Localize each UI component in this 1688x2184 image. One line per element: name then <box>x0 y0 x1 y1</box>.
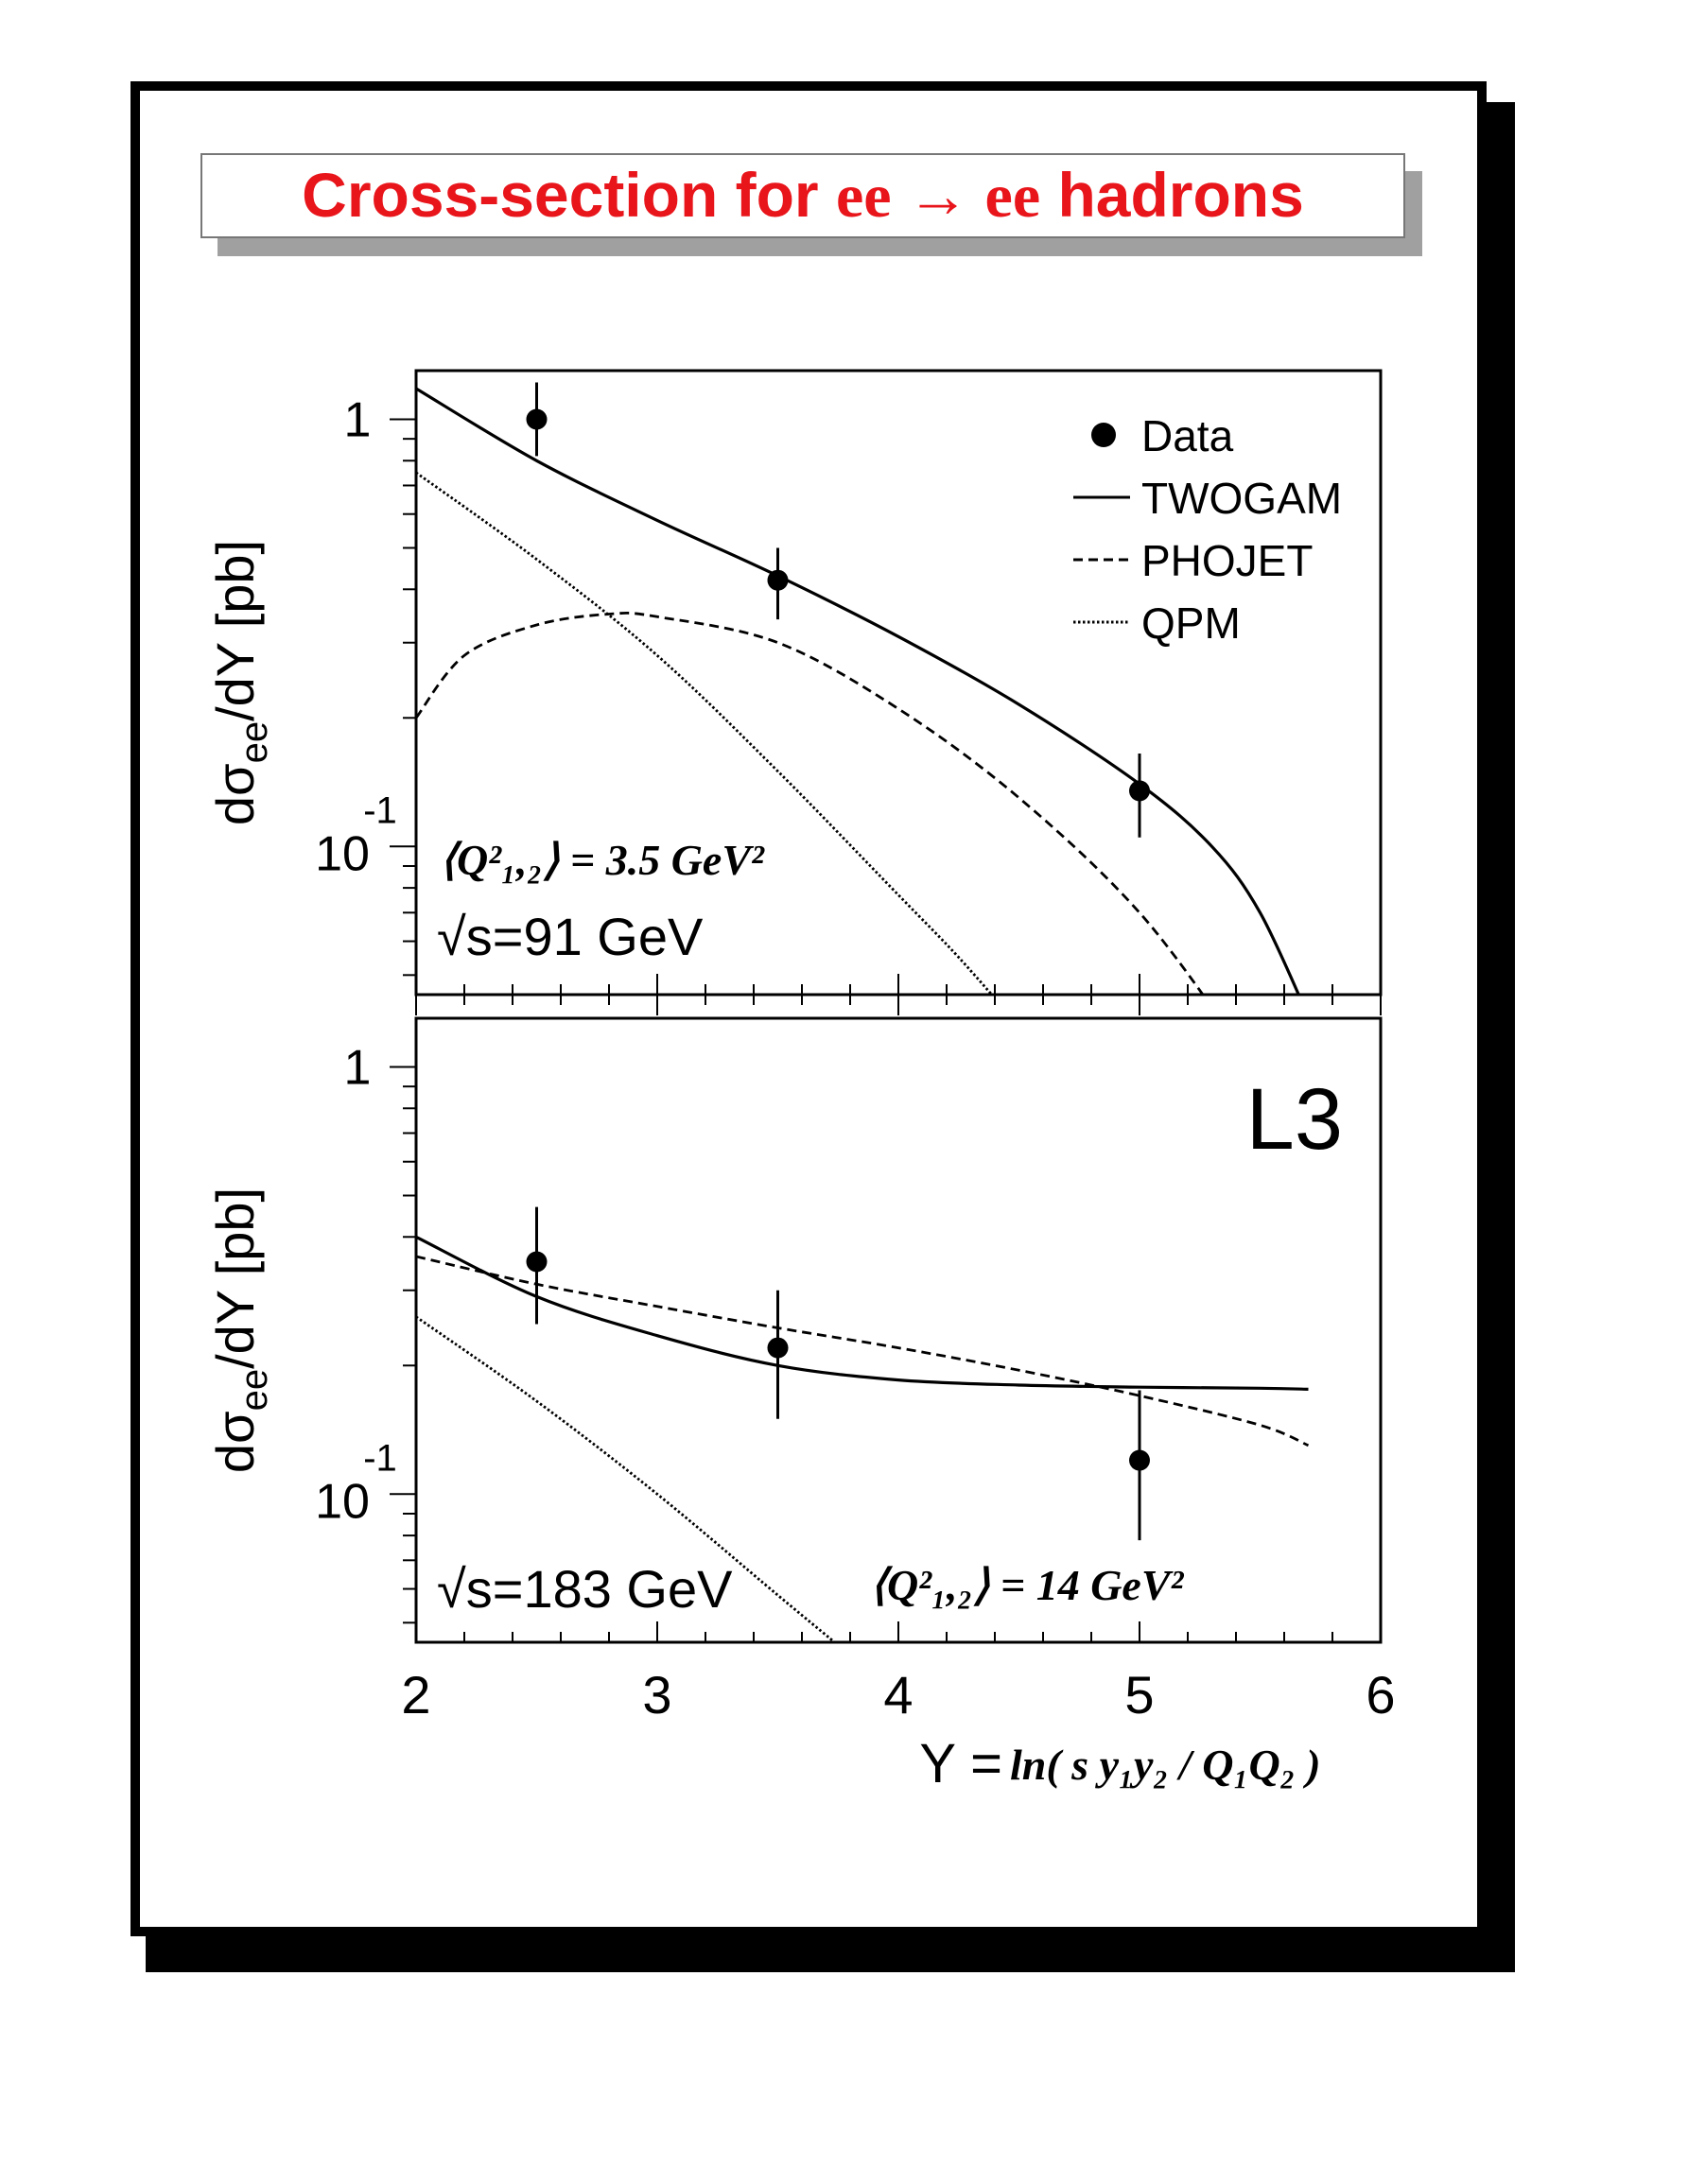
plot-frame <box>416 371 1381 995</box>
x-tick-label: 5 <box>1124 1665 1155 1725</box>
y-axis-label-subscript: ee <box>234 1368 275 1412</box>
legend-label-phojet: PHOJET <box>1141 536 1314 585</box>
data-points <box>527 382 1151 837</box>
legend-label-qpm: QPM <box>1141 598 1241 648</box>
panel-top <box>205 371 1381 1041</box>
x-tick-label: 2 <box>401 1665 431 1725</box>
legend-label-data: Data <box>1141 411 1234 460</box>
title-prefix: Cross-section for <box>302 160 836 230</box>
annotation-q2: ⟨Q²₁,₂⟩ = 3.5 GeV² <box>440 836 764 884</box>
series-twogam-line <box>416 1237 1309 1389</box>
data-point <box>527 1251 548 1272</box>
series-phojet-line <box>416 613 1236 1041</box>
experiment-label: L3 <box>1245 1071 1343 1168</box>
y-axis-label-rest: /dY [pb] <box>205 1187 265 1369</box>
panel-bottom <box>205 1018 1396 1794</box>
y-axis-label <box>205 540 275 825</box>
plot-frame <box>416 1018 1381 1642</box>
legend-label-twogam: TWOGAM <box>1141 474 1343 523</box>
data-point <box>1129 780 1150 801</box>
y-axis-ticks <box>390 419 416 975</box>
x-tick-label: 4 <box>883 1665 914 1725</box>
data-point <box>768 570 789 591</box>
x-tick-label: 3 <box>642 1665 672 1725</box>
y-axis-label-main: dσ <box>205 1411 265 1474</box>
x-axis-ticks <box>416 974 1381 1015</box>
x-axis-ticks <box>416 1621 1381 1642</box>
x-axis-label-prefix: Y = <box>919 1733 1002 1794</box>
y-axis-ticks <box>390 1066 416 1622</box>
y-tick-label: 1 <box>343 1040 372 1096</box>
legend-marker-data <box>1091 423 1116 447</box>
title-suffix: hadrons <box>1040 160 1304 230</box>
data-point <box>768 1338 789 1359</box>
data-point <box>1129 1450 1150 1471</box>
y-axis-label <box>205 1187 275 1473</box>
y-tick-label-exponent: -1 <box>363 789 397 832</box>
annotation-q2: ⟨Q²₁,₂⟩ = 14 GeV² <box>870 1561 1184 1609</box>
y-tick-label-exponent: -1 <box>363 1437 397 1480</box>
y-tick-label: 1 <box>343 392 372 448</box>
y-axis-label-subscript: ee <box>234 720 275 764</box>
x-axis-label-formula: ln( s y₁y₂ / Q₁Q₂ ) <box>1010 1741 1321 1789</box>
data-point <box>527 408 548 429</box>
y-axis-label-rest: /dY [pb] <box>205 539 265 721</box>
title-process: ee → ee <box>835 162 1041 231</box>
x-tick-label: 6 <box>1366 1665 1396 1725</box>
annotation-sqrt-s: √s=91 GeV <box>437 907 704 966</box>
y-axis-label-main: dσ <box>205 763 265 826</box>
series-phojet-line <box>416 1257 1309 1446</box>
legend <box>1073 411 1342 648</box>
y-tick-label: 10 <box>315 826 370 882</box>
chart-panels <box>205 371 1396 1794</box>
y-tick-label: 10 <box>315 1474 370 1530</box>
annotation-sqrt-s: √s=183 GeV <box>437 1559 733 1619</box>
